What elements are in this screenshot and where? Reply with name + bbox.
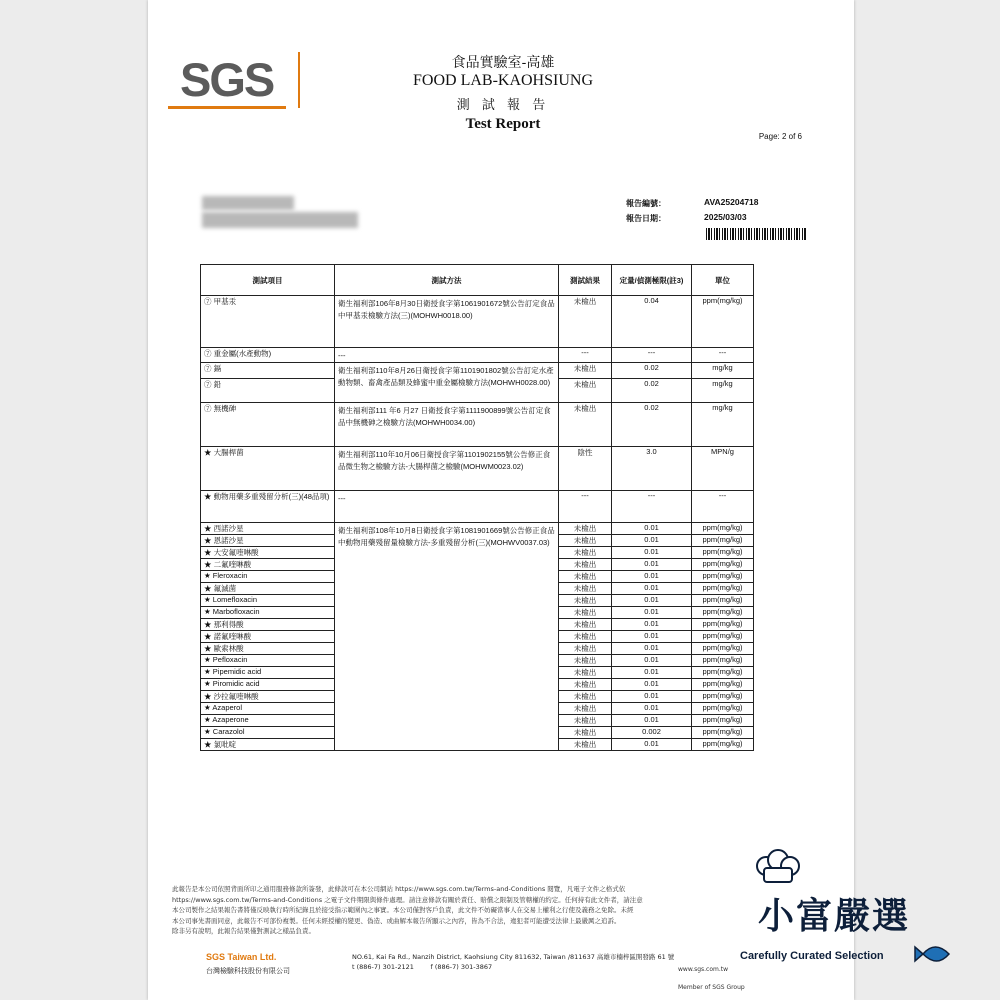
cell-limit: 0.01 (612, 715, 692, 727)
cell-item: ★ 沙拉氟喹啉酸 (201, 691, 335, 703)
table-header-row (201, 265, 754, 296)
cell-result: 陰性 (559, 447, 612, 491)
cell-item: ⑦ 鎘 (201, 363, 335, 379)
barcode (706, 228, 806, 240)
table-row (201, 403, 754, 447)
cell-unit: --- (692, 491, 754, 523)
company-address (352, 952, 674, 972)
cell-limit: 0.01 (612, 595, 692, 607)
cell-limit: 0.01 (612, 631, 692, 643)
cell-item: ⑦ 無機砷 (201, 403, 335, 447)
report-date-label: 報告日期： (626, 214, 666, 223)
cell-result: 未檢出 (559, 571, 612, 583)
cell-limit: 0.01 (612, 607, 692, 619)
cell-limit: 0.01 (612, 535, 692, 547)
cell-unit: MPN/g (692, 447, 754, 491)
cell-unit: ppm(mg/kg) (692, 631, 754, 643)
logo-accent-bar (298, 52, 300, 108)
cell-item: ★ 動物用藥多重殘留分析(三)(48品項) (201, 491, 335, 523)
cell-item: ★ Carazolol (201, 727, 335, 739)
cell-limit: 0.02 (612, 363, 692, 379)
lab-name-en: FOOD LAB-KAOHSIUNG (413, 72, 593, 89)
cell-unit: ppm(mg/kg) (692, 727, 754, 739)
fax: f (886-7) 301-3867 (430, 963, 493, 971)
cell-item: ★ 那利得酸 (201, 619, 335, 631)
cell-unit: ppm(mg/kg) (692, 679, 754, 691)
cell-result: 未檢出 (559, 619, 612, 631)
cell-result: 未檢出 (559, 403, 612, 447)
cell-limit: 0.01 (612, 655, 692, 667)
report-no: AVA25204718 (704, 197, 759, 207)
logo-underline (168, 106, 286, 109)
website: www.sgs.com.tw (678, 966, 729, 973)
cell-item: ⑦ 甲基汞 (201, 296, 335, 348)
table-row (201, 348, 754, 363)
cell-method: 衛生福利部106年8月30日衛授食字第1061901672號公告訂定食品中甲基汞檢驗方法(三)(MOHWH0018.00) (335, 296, 559, 348)
cell-item: ★ 二氟喹啉酸 (201, 559, 335, 571)
col-header-unit: 單位 (692, 265, 754, 296)
cell-method: --- (335, 491, 559, 523)
cell-unit: ppm(mg/kg) (692, 595, 754, 607)
table-row (201, 363, 754, 379)
table-row (201, 491, 754, 523)
report-date: 2025/03/03 (704, 212, 747, 222)
cell-item: ★ Lomefloxacin (201, 595, 335, 607)
cell-unit: ppm(mg/kg) (692, 583, 754, 595)
cell-limit: --- (612, 491, 692, 523)
cell-result: 未檢出 (559, 583, 612, 595)
cell-item: ★ 大安氟喹啉酸 (201, 547, 335, 559)
cell-unit: ppm(mg/kg) (692, 559, 754, 571)
cell-method: --- (335, 348, 559, 363)
cell-item: ★ Pefloxacin (201, 655, 335, 667)
company-name-cn: 台灣檢驗科技股份有限公司 (206, 967, 290, 975)
cell-unit: --- (692, 348, 754, 363)
cell-unit: ppm(mg/kg) (692, 571, 754, 583)
phone: t (886-7) 301-2121 (352, 963, 414, 971)
cell-unit: ppm(mg/kg) (692, 643, 754, 655)
watermark-subtitle: Carefully Curated Selection (740, 950, 884, 962)
cell-limit: 0.01 (612, 571, 692, 583)
cell-item: ★ Pipemidic acid (201, 667, 335, 679)
terms-line: 本公司製作之結果報告書將僅反映執行時所紀錄且於接受指示範圍內之事實。本公司僅對客戶負責，此文件不妨礙當事人在交易上權利之行使及義務之免除。未經 (172, 906, 634, 914)
cell-item: ★ Piromidic acid (201, 679, 335, 691)
cell-item: ★ Fleroxacin (201, 571, 335, 583)
cell-limit: 0.01 (612, 547, 692, 559)
cell-limit: 0.01 (612, 583, 692, 595)
cell-limit: 3.0 (612, 447, 692, 491)
cell-item: ★ 諾氟喹啉酸 (201, 631, 335, 643)
cell-item: ★ Azaperol (201, 703, 335, 715)
cell-result: 未檢出 (559, 379, 612, 403)
cell-unit: mg/kg (692, 379, 754, 403)
cell-unit: ppm(mg/kg) (692, 607, 754, 619)
cell-unit: ppm(mg/kg) (692, 715, 754, 727)
cell-result: 未檢出 (559, 535, 612, 547)
report-title-cn: 測 試 報 告 (456, 98, 550, 113)
cell-result: 未檢出 (559, 727, 612, 739)
fish-icon (915, 947, 949, 961)
cell-unit: ppm(mg/kg) (692, 619, 754, 631)
cell-result: 未檢出 (559, 739, 612, 751)
terms-line: https://www.sgs.com.tw/Terms-and-Conditions 之電子文件期限與條件處理。請注意條款有關於責任、賠償之限制及管轄權的約定。任何持有此文件者，請注意 (172, 895, 643, 904)
cell-limit: --- (612, 348, 692, 363)
cell-method: 衛生福利部110年8月26日衛授食字第1101901802號公告訂定水產動物類、畜禽產品類及蜂蜜中重金屬檢驗方法(MOHWH0028.00) (335, 363, 559, 403)
cell-result: 未檢出 (559, 655, 612, 667)
cell-item: ★ 大腸桿菌 (201, 447, 335, 491)
cell-limit: 0.04 (612, 296, 692, 348)
cell-result: 未檢出 (559, 595, 612, 607)
cell-limit: 0.01 (612, 559, 692, 571)
terms-footer (172, 884, 812, 937)
cell-item: ★ 西諾沙星 (201, 523, 335, 535)
cell-result: 未檢出 (559, 363, 612, 379)
cell-unit: ppm(mg/kg) (692, 296, 754, 348)
cell-result: 未檢出 (559, 679, 612, 691)
cell-limit: 0.01 (612, 703, 692, 715)
cell-result: 未檢出 (559, 547, 612, 559)
report-no-label: 報告編號： (626, 199, 666, 208)
table-row (201, 523, 754, 535)
table-row (201, 296, 754, 348)
redacted-address (202, 212, 358, 228)
cell-result: 未檢出 (559, 631, 612, 643)
col-header-result: 測試結果 (559, 265, 612, 296)
cell-unit: mg/kg (692, 403, 754, 447)
cell-limit: 0.02 (612, 403, 692, 447)
cell-result: 未檢出 (559, 715, 612, 727)
cell-limit: 0.01 (612, 691, 692, 703)
lab-name-cn: 食品實驗室-高雄 (451, 55, 555, 71)
cell-limit: 0.002 (612, 727, 692, 739)
cell-result: 未檢出 (559, 607, 612, 619)
cell-item: ★ 氟滅菌 (201, 583, 335, 595)
col-header-item: 測試項目 (201, 265, 335, 296)
watermark-title: 小富嚴選 (758, 896, 911, 937)
cell-unit: ppm(mg/kg) (692, 703, 754, 715)
cell-item: ⑦ 重金屬(水產動物) (201, 348, 335, 363)
cell-limit: 0.01 (612, 643, 692, 655)
cell-unit: ppm(mg/kg) (692, 535, 754, 547)
cell-result: 未檢出 (559, 667, 612, 679)
cell-unit: ppm(mg/kg) (692, 547, 754, 559)
redacted-client (202, 196, 294, 210)
col-header-method: 測試方法 (335, 265, 559, 296)
page-number: Page: 2 of 6 (758, 132, 802, 141)
report-title-en: Test Report (465, 116, 541, 132)
cell-limit: 0.02 (612, 379, 692, 403)
cell-method: 衛生福利部110年10月06日衛授食字第1101902155號公告修正食品微生物之檢驗方法-大腸桿菌之檢驗(MOHWM0023.02) (335, 447, 559, 491)
cell-unit: mg/kg (692, 363, 754, 379)
terms-line: 本公司事先書面同意，此報告不可部份複製。任何未經授權的變更、偽造、或曲解本報告所顯示之內容，皆為不合法，違犯者可能遭受法律上最嚴厲之追訴。 (172, 916, 621, 925)
cell-unit: ppm(mg/kg) (692, 691, 754, 703)
member-note: Member of SGS Group (678, 984, 745, 991)
cell-limit: 0.01 (612, 739, 692, 751)
results-table (200, 264, 754, 751)
cell-limit: 0.01 (612, 523, 692, 535)
phone-fax (352, 962, 674, 972)
cell-result: 未檢出 (559, 559, 612, 571)
cell-item: ★ Marbofloxacin (201, 607, 335, 619)
table-row (201, 447, 754, 491)
cell-result: --- (559, 491, 612, 523)
cell-result: 未檢出 (559, 643, 612, 655)
sgs-logo: SGS (180, 53, 274, 106)
col-header-limit: 定量/偵測極限(註3) (612, 265, 692, 296)
cell-item: ★ 氯吡啶 (201, 739, 335, 751)
cell-item: ★ Azaperone (201, 715, 335, 727)
cell-unit: ppm(mg/kg) (692, 655, 754, 667)
cell-unit: ppm(mg/kg) (692, 667, 754, 679)
cell-item: ★ 恩諾沙星 (201, 535, 335, 547)
cell-limit: 0.01 (612, 679, 692, 691)
cell-method: 衛生福利部108年10月8日衛授食字第1081901669號公告修正食品中動物用藥殘留量檢驗方法-多重殘留分析(三)(MOHWV0037.03) (335, 523, 559, 751)
terms-line: 除非另有說明，此報告結果僅對測試之樣品負責。 (172, 927, 315, 935)
address-line: NO.61, Kai Fa Rd., Nanzih District, Kaohsiung City 811632, Taiwan /811637 高雄市楠梓區開發路 61 號 (352, 953, 675, 961)
company-name: SGS Taiwan Ltd. (206, 952, 277, 962)
cell-limit: 0.01 (612, 619, 692, 631)
cell-result: --- (559, 348, 612, 363)
cell-result: 未檢出 (559, 691, 612, 703)
cell-item: ★ 歐索林酸 (201, 643, 335, 655)
cell-unit: ppm(mg/kg) (692, 739, 754, 751)
cell-limit: 0.01 (612, 667, 692, 679)
cell-item: ⑦ 鉛 (201, 379, 335, 403)
cell-unit: ppm(mg/kg) (692, 523, 754, 535)
cell-result: 未檢出 (559, 296, 612, 348)
terms-line: 此報告是本公司依照背面所印之通用服務條款所簽發，此條款可在本公司網站 https://www.sgs.com.tw/Terms-and-Conditions 閱覽，凡電子文件之格式依 (172, 885, 626, 893)
cell-method: 衛生福利部111 年6 月27 日衛授食字第1111900899號公告訂定食品中無機砷之檢驗方法(MOHWH0034.00) (335, 403, 559, 447)
cell-result: 未檢出 (559, 523, 612, 535)
cell-result: 未檢出 (559, 703, 612, 715)
